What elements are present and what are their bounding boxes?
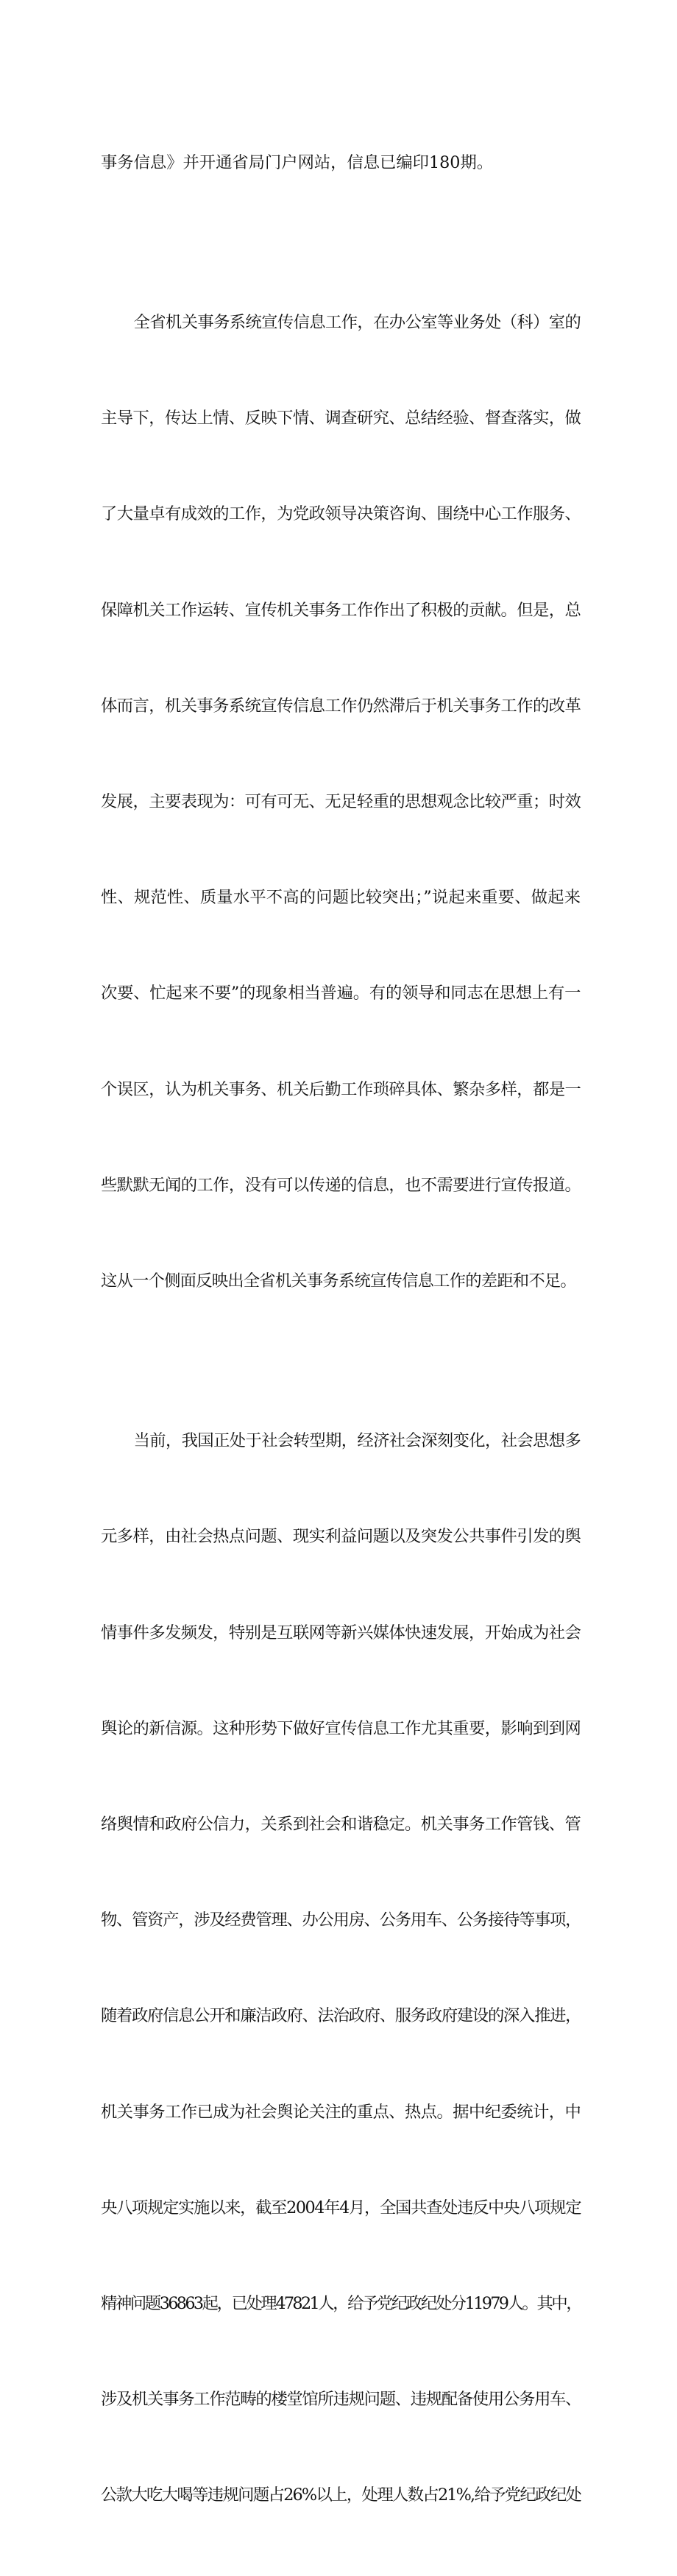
text-line: 物、管资产，涉及经费管理、办公用房、公务用车、公务接待等事项， — [101, 1910, 581, 1930]
text-line: 涉及机关事务工作范畴的楼堂馆所违规问题、违规配备使用公务用车、 — [101, 2390, 581, 2410]
text-line: 央八项规定实施以来，截至2004年4月，全国共查处违反中央八项规定 — [101, 2198, 581, 2217]
text-line: 络舆情和政府公信力，关系到社会和谐稳定。机关事务工作管钱、管 — [101, 1814, 581, 1834]
text-line: 当前，我国正处于社会转型期，经济社会深刻变化，社会思想多 — [133, 1431, 581, 1451]
text-line: 精神问题36863起，已处理47821人，给予党纪政纪处分11979人。其中， — [101, 2294, 581, 2314]
text-line: 性、规范性、质量水平不高的问题比较突出；”说起来重要、做起来 — [101, 888, 581, 908]
document-body — [101, 83, 581, 2576]
paragraph-2 — [101, 243, 581, 1361]
text-line: 次要、忙起来不要”的现象相当普遍。有的领导和同志在思想上有一 — [101, 984, 581, 1003]
paragraph-1 — [101, 83, 581, 243]
text-line: 发展，主要表现为：可有可无、无足轻重的思想观念比较严重；时效 — [101, 791, 581, 811]
paragraph-3 — [101, 1361, 581, 2575]
text-line: 主导下，传达上情、反映下情、调查研究、总结经验、督查落实，做 — [101, 409, 581, 428]
text-line: 随着政府信息公开和廉洁政府、法治政府、服务政府建设的深入推进， — [101, 2006, 581, 2026]
text-line: 公款大吃大喝等违规问题占26%以上，处理人数占21%,给予党纪政纪处 — [101, 2485, 581, 2505]
text-line: 情事件多发频发，特别是互联网等新兴媒体快速发展，开始成为社会 — [101, 1623, 581, 1642]
text-line: 个误区，认为机关事务、机关后勤工作琐碎具体、繁杂多样，都是一 — [101, 1079, 581, 1099]
text-line: 这从一个侧面反映出全省机关事务系统宣传信息工作的差距和不足。 — [101, 1271, 576, 1291]
text-line: 事务信息》并开通省局门户网站，信息已编印180期。 — [101, 152, 494, 172]
text-line: 机关事务工作已成为社会舆论关注的重点、热点。据中纪委统计，中 — [101, 2102, 581, 2122]
text-line: 全省机关事务系统宣传信息工作，在办公室等业务处（科）室的 — [133, 312, 581, 332]
text-line: 些默默无闻的工作，没有可以传递的信息，也不需要进行宣传报道。 — [101, 1175, 581, 1195]
text-line: 元多样，由社会热点问题、现实利益问题以及突发公共事件引发的舆 — [101, 1527, 581, 1547]
text-line: 舆论的新信源。这种形势下做好宣传信息工作尤其重要，影响到到网 — [101, 1718, 581, 1738]
text-line: 保障机关工作运转、宣传机关事务工作作出了积极的贡献。但是，总 — [101, 600, 581, 620]
text-line: 了大量卓有成效的工作，为党政领导决策咨询、围绕中心工作服务、 — [101, 504, 581, 524]
text-line: 体而言，机关事务系统宣传信息工作仍然滞后于机关事务工作的改革 — [101, 696, 581, 716]
